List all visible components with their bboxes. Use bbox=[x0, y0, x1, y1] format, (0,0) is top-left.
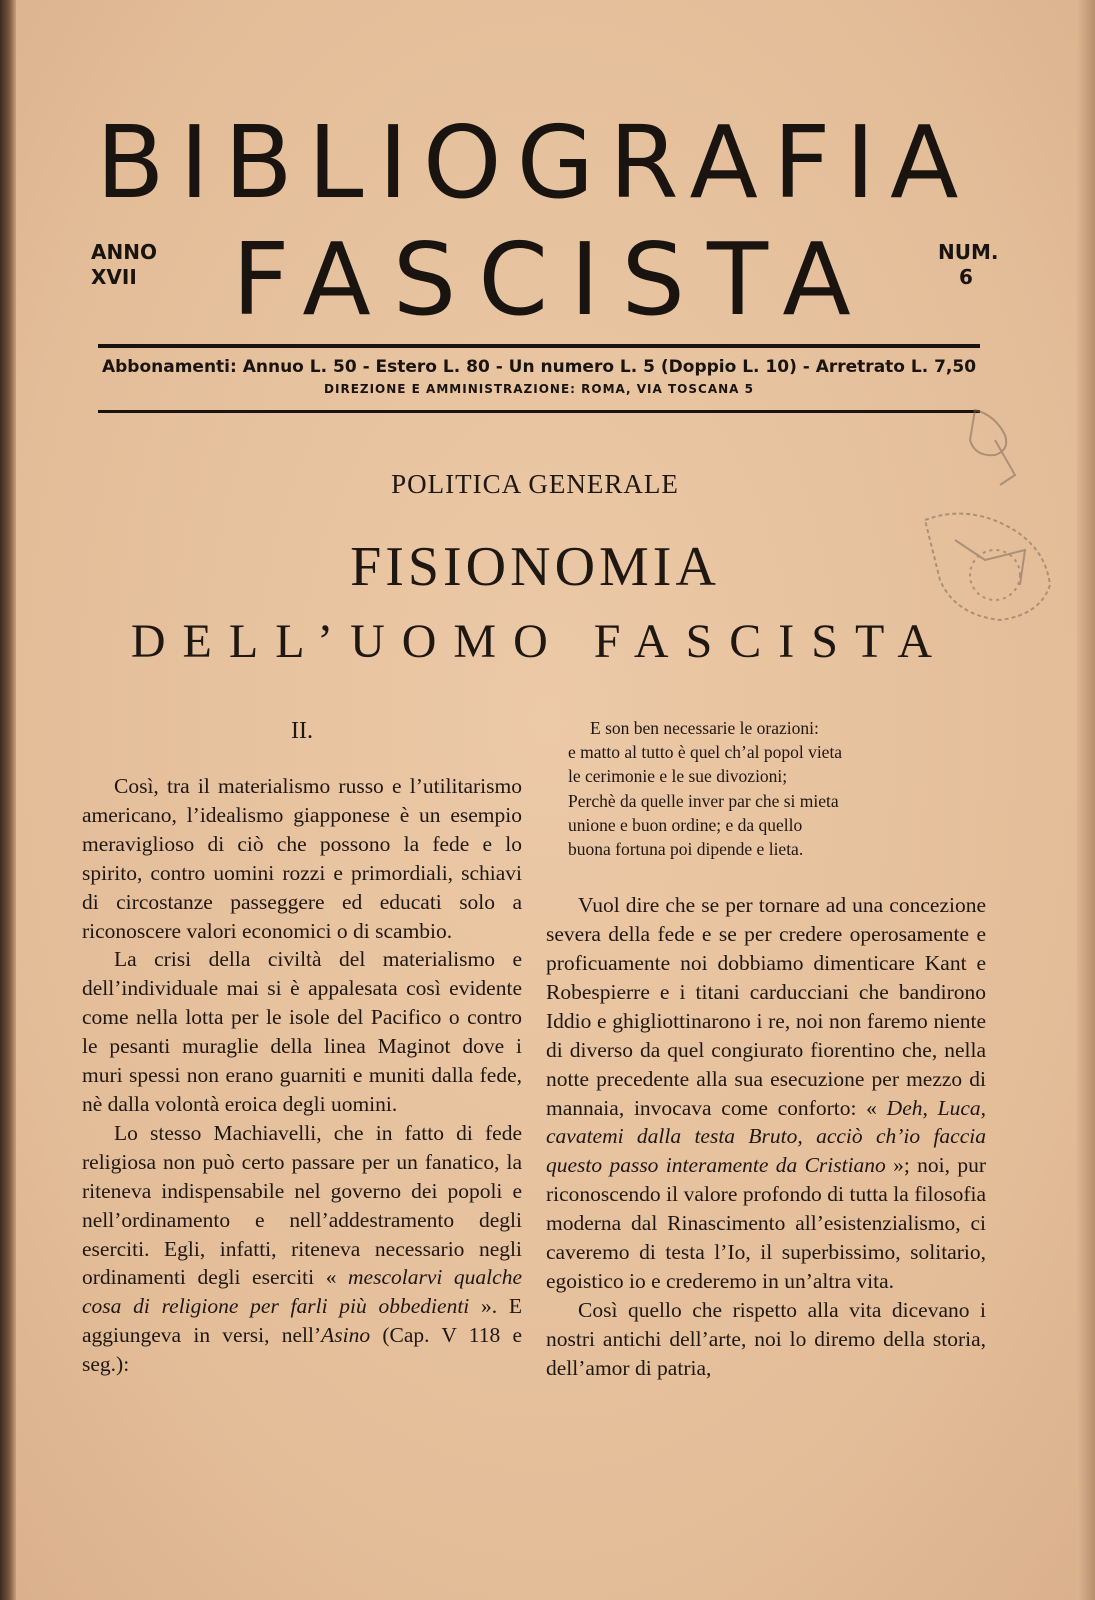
verse-line: unione e buon ordine; e da quello bbox=[568, 814, 803, 835]
anno-value: XVII bbox=[91, 265, 137, 289]
subscription-line: Abbonamenti: Annuo L. 50 - Estero L. 80 - Un numero L. 5 (Doppio L. 10) - Arretrato L. 7,50 bbox=[101, 357, 977, 377]
italic-quote: mescolarvi qualche cosa di religione per farli più obbedienti bbox=[82, 1265, 522, 1319]
text-run: Vuol dire che se per tornare ad una concezione severa della fede e se per credere operosamente e proficuamente noi dobbiamo dimenticare Kant e Robespierre e i titani carducciani che bandirono Iddio e ghigliottinarono i re, noi non faremo niente di diverso da quel congiurato fiorentino che, nella notte precedente alla sua esecuzione per mezzo di mannaia, invocava come conforto: « bbox=[546, 893, 986, 1120]
year-label bbox=[91, 240, 157, 290]
verse-quotation bbox=[568, 716, 986, 861]
verse-line: E son ben necessarie le orazioni: bbox=[590, 718, 819, 738]
paragraph: Così, tra il materialismo russo e l’utilitarismo americano, l’idealismo giapponese è un esempio meraviglioso di ciò che possono la fede e lo spirito, contro uomini rozzi e primordiali, schiavi di circostanze passeggere ed educati solo a riconoscere valori economici o di scambio. bbox=[82, 774, 522, 943]
num-label: NUM. bbox=[938, 240, 999, 264]
paragraph bbox=[82, 1119, 522, 1379]
text-run: Lo stesso Machiavelli, che in fatto di fede religiosa non può certo passare per un fanatico, la riteneva indispensabile nel governo dei popoli e nell’ordinamento e nell’addestramento degli eserciti. Egli, infatti, riteneva necessario negli ordinamenti degli eserciti « bbox=[82, 1120, 522, 1290]
verse-line: Perchè da quelle inver par che si mieta bbox=[568, 790, 839, 811]
masthead-rule-bottom bbox=[98, 410, 980, 413]
text-run: »; noi, pur riconoscendo il valore profondo di tutta la filosofia moderna dal Rinascimento all’esistenzialismo, ci caveremo di testa l’Io, il superbissimo, solitario, egoistico io e crederemo in un’altra vita. bbox=[546, 1153, 986, 1293]
paragraph bbox=[546, 891, 986, 1296]
anno-label: ANNO bbox=[91, 240, 157, 264]
article-title-line2: DELL’UOMO FASCISTA bbox=[130, 615, 950, 668]
article-title-line1: FISIONOMIA bbox=[350, 536, 720, 598]
italic-quote: Deh, Luca, cavatemi dalla testa Bruto, acciò ch’io faccia questo passo interamente da Cristiano bbox=[546, 1095, 986, 1178]
issue-number bbox=[938, 240, 999, 290]
paragraph: La crisi della civiltà del materialismo e dell’individuale mai si è appalesata così evidente come nella lotta per le isole del Pacifico o contro le pesanti muraglie della linea Maginot dove i muri spessi non erano guarniti e muniti dalla fede, nè dalla volontà eroica degli uomini. bbox=[82, 947, 522, 1116]
right-column bbox=[546, 716, 986, 1383]
masthead-rule-top bbox=[98, 344, 980, 348]
verse-line: e matto al tutto è quel ch’al popol vieta bbox=[568, 742, 843, 763]
direction-address: DIREZIONE E AMMINISTRAZIONE: ROMA, VIA TOSCANA 5 bbox=[324, 382, 754, 396]
book-spine-shadow bbox=[0, 0, 16, 1600]
section-heading: POLITICA GENERALE bbox=[391, 469, 679, 499]
left-column bbox=[82, 716, 522, 1379]
paragraph: Così quello che rispetto alla vita dicevano i nostri antichi dell’arte, noi lo diremo della storia, dell’amor di patria, bbox=[546, 1297, 986, 1380]
num-value: 6 bbox=[959, 265, 973, 289]
verse-line: buona fortuna poi dipende e lieta. bbox=[568, 839, 804, 860]
page-edge bbox=[1077, 0, 1095, 1600]
masthead-subtitle: FASCISTA bbox=[232, 221, 873, 338]
text-run: ». E aggiungeva in versi, nell’ bbox=[82, 1294, 523, 1348]
text-run: (Cap. V 118 e seg.): bbox=[82, 1323, 522, 1377]
verse-line: le cerimonie e le sue divozioni; bbox=[568, 766, 788, 787]
italic-title: Asino bbox=[321, 1323, 371, 1348]
part-number: II. bbox=[291, 718, 313, 744]
masthead-title: BIBLIOGRAFIA bbox=[96, 104, 974, 221]
